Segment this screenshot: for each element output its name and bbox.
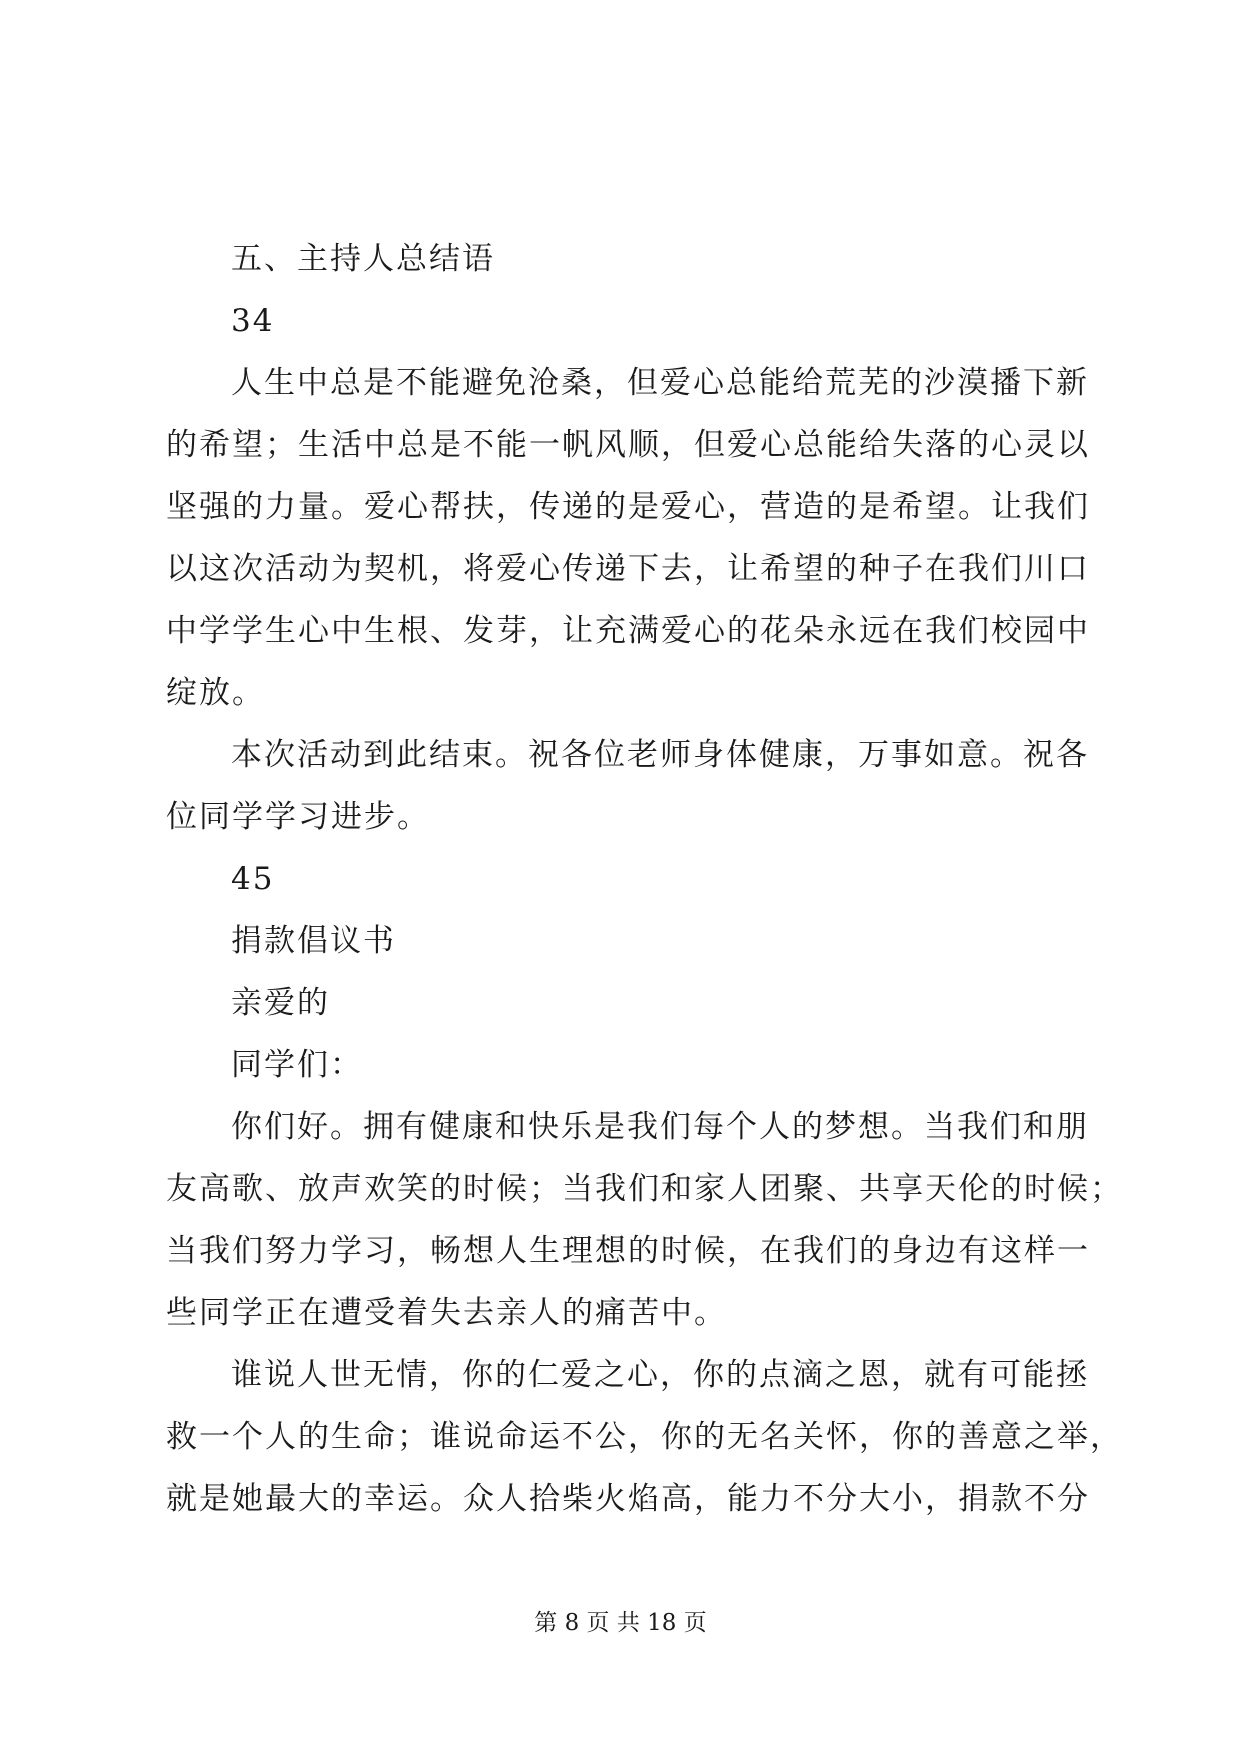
text-line: 亲爱的 <box>231 985 330 1021</box>
text-line: 45 <box>231 861 275 897</box>
text-line: 绽放。 <box>166 675 265 711</box>
text-line: 34 <box>231 303 275 339</box>
text-line: 谁说人世无情，你的仁爱之心，你的点滴之恩，就有可能拯 <box>231 1357 1089 1393</box>
document-body <box>166 228 1123 1530</box>
text-line: 以这次活动为契机，将爱心传递下去，让希望的种子在我们川口 <box>166 551 1090 587</box>
text-line: 你们好。拥有健康和快乐是我们每个人的梦想。当我们和朋 <box>231 1109 1089 1145</box>
text-line: 五、主持人总结语 <box>231 241 495 277</box>
text-line: 人生中总是不能避免沧桑，但爱心总能给荒芜的沙漠播下新 <box>231 365 1089 401</box>
text-line: 就是她最大的幸运。众人拾柴火焰高，能力不分大小，捐款不分 <box>166 1481 1090 1517</box>
text-line: 捐款倡议书 <box>231 923 396 959</box>
text-line: 的希望；生活中总是不能一帆风顺，但爱心总能给失落的心灵以 <box>166 427 1090 463</box>
text-line: 同学们： <box>231 1047 363 1083</box>
text-line: 本次活动到此结束。祝各位老师身体健康，万事如意。祝各 <box>231 737 1089 773</box>
text-line: 友高歌、放声欢笑的时候；当我们和家人团聚、共享天伦的时候； <box>166 1171 1123 1207</box>
text-line: 当我们努力学习，畅想人生理想的时候，在我们的身边有这样一 <box>166 1233 1090 1269</box>
text-line: 些同学正在遭受着失去亲人的痛苦中。 <box>166 1295 727 1331</box>
text-line: 位同学学习进步。 <box>166 799 430 835</box>
text-line: 中学学生心中生根、发芽，让充满爱心的花朵永远在我们校园中 <box>166 613 1090 649</box>
text-line: 坚强的力量。爱心帮扶，传递的是爱心，营造的是希望。让我们 <box>166 489 1090 525</box>
text-line: 救一个人的生命；谁说命运不公，你的无名关怀，你的善意之举， <box>166 1419 1123 1455</box>
page-footer: 第 8 页 共 18 页 <box>534 1610 707 1636</box>
